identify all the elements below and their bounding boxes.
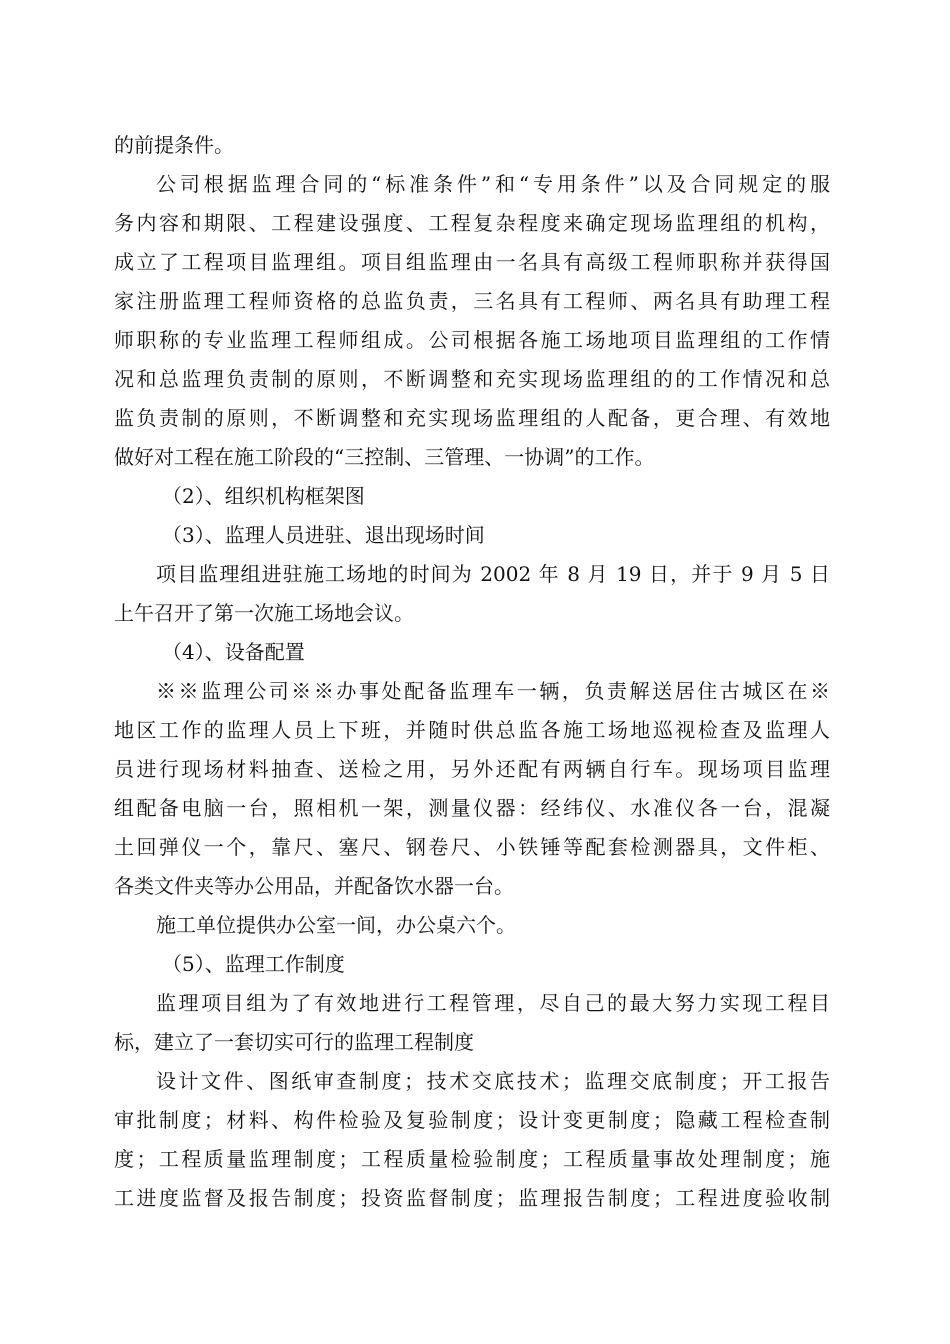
text-line: 务内容和期限、工程建设强度、工程复杂程度来确定现场监理组的机构， bbox=[114, 211, 830, 235]
text-line: 做好对工程在施工阶段的“三控制、三管理、一协调”的工作。 bbox=[114, 445, 655, 469]
text-line: ※※监理公司※※办事处配备监理车一辆，负责解送居住古城区在※ bbox=[156, 679, 830, 703]
document-body bbox=[114, 126, 830, 1218]
text-line: 地区工作的监理人员上下班，并随时供总监各施工场地巡视检查及监理人 bbox=[114, 718, 830, 742]
text-line: 标，建立了一套切实可行的监理工程制度 bbox=[114, 1030, 474, 1054]
text-line: 项目监理组进驻施工场地的时间为 2002 年 8 月 19 日，并于 9 月 5 日 bbox=[156, 562, 830, 586]
text-line: 况和总监理负责制的原则，不断调整和充实现场监理组的的工作情况和总 bbox=[114, 367, 830, 391]
text-line: 公司根据监理合同的“标准条件”和“专用条件”以及合同规定的服 bbox=[156, 172, 830, 196]
text-line: 审批制度；材料、构件检验及复验制度；设计变更制度；隐藏工程检查制 bbox=[114, 1108, 830, 1132]
text-line: 各类文件夹等办公用品，并配备饮水器一台。 bbox=[114, 874, 514, 898]
text-line: 成立了工程项目监理组。项目组监理由一名具有高级工程师职称并获得国 bbox=[114, 250, 830, 274]
section-heading: （3）、监理人员进驻、退出现场时间 bbox=[162, 523, 485, 547]
text-line: 土回弹仪一个，靠尺、塞尺、钢卷尺、小铁锤等配套检测器具，文件柜、 bbox=[114, 835, 830, 859]
text-line: 家注册监理工程师资格的总监负责，三名具有工程师、两名具有助理工程 bbox=[114, 289, 830, 313]
text-line: 监理项目组为了有效地进行工程管理，尽自己的最大努力实现工程目 bbox=[156, 991, 830, 1015]
text-line: 度；工程质量监理制度；工程质量检验制度；工程质量事故处理制度；施 bbox=[114, 1147, 830, 1171]
text-line: 组配备电脑一台，照相机一架，测量仪器：经纬仪、水准仪各一台，混凝 bbox=[114, 796, 830, 820]
text-line: 上午召开了第一次施工场地会议。 bbox=[114, 601, 414, 625]
section-heading: （4）、设备配置 bbox=[162, 640, 305, 664]
text-line: 施工单位提供办公室一间，办公桌六个。 bbox=[156, 913, 516, 937]
section-heading: （5）、监理工作制度 bbox=[162, 952, 345, 976]
text-line: 设计文件、图纸审查制度；技术交底技术；监理交底制度；开工报告 bbox=[156, 1069, 830, 1093]
text-line: 员进行现场材料抽查、送检之用，另外还配有两辆自行车。现场项目监理 bbox=[114, 757, 830, 781]
text-line: 工进度监督及报告制度；投资监督制度；监理报告制度；工程进度验收制 bbox=[114, 1186, 830, 1210]
text-line: 监负责制的原则，不断调整和充实现场监理组的人配备，更合理、有效地 bbox=[114, 406, 830, 430]
text-line: 的前提条件。 bbox=[114, 133, 234, 157]
section-heading: （2）、组织机构框架图 bbox=[162, 484, 365, 508]
text-line: 师职称的专业监理工程师组成。公司根据各施工场地项目监理组的工作情 bbox=[114, 328, 830, 352]
